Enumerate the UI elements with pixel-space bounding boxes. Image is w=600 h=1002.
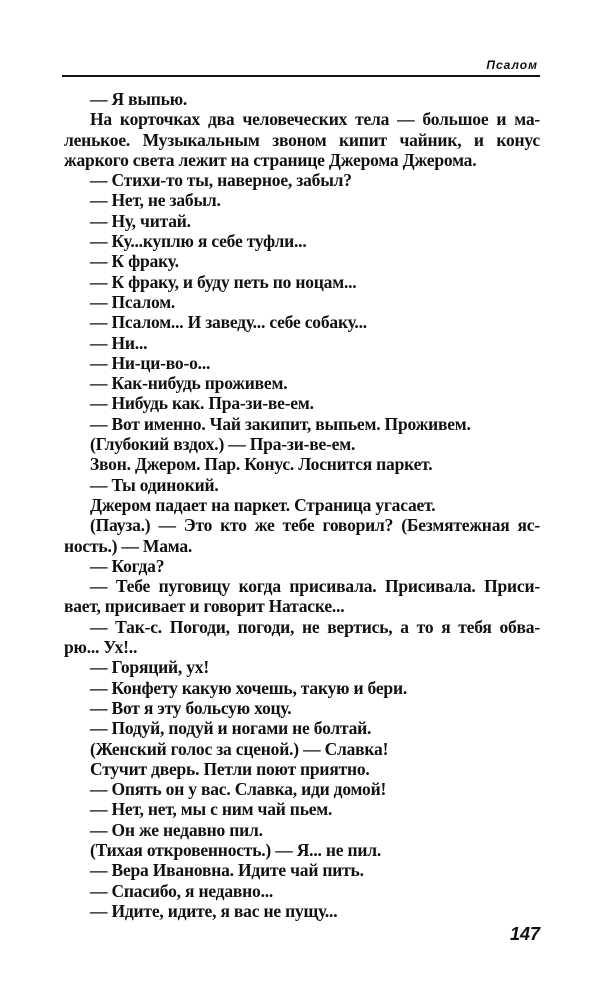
paragraph [64, 190, 540, 210]
text-line: — Конфету какую хочешь, такую и бери. [90, 677, 408, 698]
paragraph [64, 779, 540, 799]
text-line: — Горяций, ух! [90, 657, 209, 678]
paragraph [64, 353, 540, 373]
paragraph [64, 657, 540, 677]
text-line: (Пауза.) — Это кто же тебе говорил? (Безмятежная яс- [90, 515, 540, 536]
paragraph [64, 393, 540, 413]
text-line: ленькое. Музыкальным звоном кипит чайник, и конус [64, 129, 540, 150]
text-line: — Ни... [90, 332, 148, 353]
paragraph [64, 901, 540, 921]
paragraph [64, 495, 540, 515]
text-line: — Опять он у вас. Славка, иди домой! [90, 779, 387, 800]
running-title: Псалом [486, 58, 538, 72]
text-line: — Нибудь как. Пра-зи-ве-ем. [90, 393, 314, 414]
text-line: — Нет, не забыл. [90, 190, 221, 211]
text-line: — Идите, идите, я вас не пущу... [90, 900, 338, 921]
paragraph [64, 170, 540, 190]
text-line: вает, присивает и говорит Натаске... [64, 596, 345, 617]
text-line: — Стихи-то ты, наверное, забыл? [90, 170, 352, 191]
paragraph [64, 840, 540, 860]
text-line: — Вера Ивановна. Идите чай пить. [90, 860, 364, 881]
text-line: — Нет, нет, мы с ним чай пьем. [90, 799, 333, 820]
paragraph [64, 678, 540, 698]
text-line: Звон. Джером. Пар. Конус. Лоснится паркет. [90, 454, 433, 475]
text-line: (Тихая откровенность.) — Я... не пил. [90, 839, 382, 860]
paragraph [64, 434, 540, 454]
paragraph [64, 556, 540, 576]
paragraph [64, 109, 540, 170]
text-line: — Подуй, подуй и ногами не болтай. [90, 718, 372, 739]
text-line: — Я выпью. [90, 89, 188, 109]
text-line: — Когда? [90, 555, 165, 576]
paragraph [64, 718, 540, 738]
paragraph [64, 231, 540, 251]
paragraph [64, 515, 540, 556]
page-body-text [64, 89, 540, 921]
paragraph [64, 414, 540, 434]
paragraph [64, 89, 540, 109]
paragraph [64, 698, 540, 718]
paragraph [64, 251, 540, 271]
text-line: — Спасибо, я недавно... [90, 880, 274, 901]
paragraph [64, 211, 540, 231]
paragraph [64, 272, 540, 292]
text-line: — Ку...куплю я себе туфли... [90, 231, 307, 252]
text-line: — Ты одинокий. [90, 474, 219, 495]
paragraph [64, 475, 540, 495]
paragraph [64, 333, 540, 353]
paragraph [64, 820, 540, 840]
paragraph [64, 312, 540, 332]
text-line: — Вот именно. Чай закипит, выпьем. Проживем. [90, 413, 471, 434]
running-header [62, 58, 540, 77]
text-line: — Как-нибудь проживем. [90, 373, 288, 394]
text-line: — Тебе пуговицу когда присивала. Присивала. Приси- [90, 576, 540, 597]
text-line: Стучит дверь. Петли поют приятно. [90, 758, 370, 779]
text-line: — Ну, читай. [90, 210, 191, 231]
text-line: — К фраку, и буду петь по ноцам... [90, 271, 357, 292]
paragraph [64, 576, 540, 617]
text-line: — Псалом. [90, 291, 176, 312]
text-line: рю... Ух!.. [64, 637, 138, 658]
text-line: Джером падает на паркет. Страница угасает. [90, 494, 436, 515]
text-line: ность.) — Мама. [64, 535, 193, 556]
paragraph [64, 860, 540, 880]
paragraph [64, 292, 540, 312]
paragraph [64, 759, 540, 779]
paragraph [64, 373, 540, 393]
text-line: (Женский голос за сценой.) — Славка! [90, 738, 389, 759]
paragraph [64, 881, 540, 901]
text-line: — К фраку. [90, 251, 179, 272]
text-line: — Ни-ци-во-о... [90, 352, 211, 373]
paragraph [64, 617, 540, 658]
text-line: — Он же недавно пил. [90, 819, 263, 840]
text-line: — Псалом... И заведу... себе собаку... [90, 312, 367, 333]
text-line: жаркого света лежит на странице Джерома Джерома. [64, 149, 477, 170]
text-line: — Вот я эту больсую хоцу. [90, 697, 292, 718]
paragraph [64, 799, 540, 819]
text-line: На корточках два человеческих тела — большое и ма- [90, 109, 540, 130]
text-line: — Так-с. Погоди, погоди, не вертись, а то я тебя обва- [90, 616, 540, 637]
paragraph [64, 739, 540, 759]
paragraph [64, 454, 540, 474]
page-number: 147 [509, 924, 540, 944]
text-line: (Глубокий вздох.) — Пра-зи-ве-ем. [90, 434, 356, 455]
